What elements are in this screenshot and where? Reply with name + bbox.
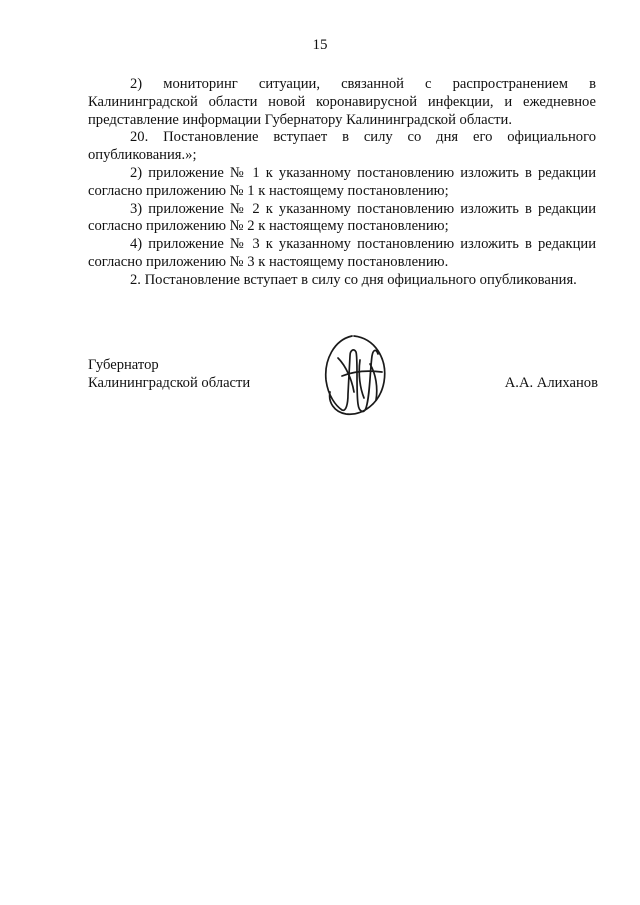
paragraph-entry-into-force-clause: 20. Постановление вступает в силу со дня его официального опубликования.»; <box>88 129 596 164</box>
signature-block <box>88 356 598 436</box>
paragraph-entry-into-force: 2. Постановление вступает в силу со дня официального опубликования. <box>130 271 577 288</box>
signatory-name: А.А. Алиханов <box>504 375 598 391</box>
paragraph-monitoring: 2) мониторинг ситуации, связанной с распространением в Калининградской области новой коронавирусной инфекции, и ежедневное представление информации Губернатору Калининградской области. <box>88 76 596 128</box>
handwritten-signature-icon <box>312 330 400 430</box>
paragraph-appendix-3: 4) приложение № 3 к указанному постановлению изложить в редакции согласно приложению № 3 к настоящему постановлению. <box>88 236 596 270</box>
paragraph-appendix-1: 2) приложение № 1 к указанному постановлению изложить в редакции согласно приложению № 1 к настоящему постановлению; <box>88 164 596 199</box>
signatory-region: Калининградской области <box>88 375 251 391</box>
signatory-title <box>88 356 250 392</box>
paragraph-appendix-2: 3) приложение № 2 к указанному постановлению изложить в редакции согласно приложению № 2 к настоящему постановлению; <box>88 200 596 235</box>
page-number: 15 <box>312 37 328 53</box>
document-body <box>88 76 596 290</box>
signatory-position: Губернатор <box>88 357 159 373</box>
